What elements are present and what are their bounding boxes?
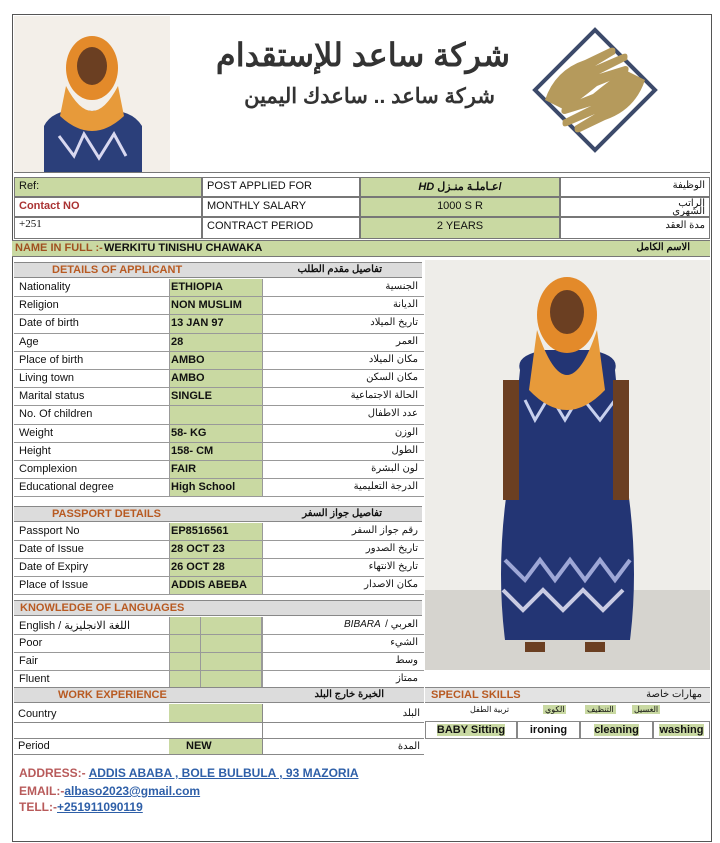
skill-ar-item: تربية الطفل xyxy=(470,705,510,714)
passport-row-label: Place of Issue xyxy=(19,579,89,591)
passport-row-value: 26 OCT 28 xyxy=(171,561,225,573)
detail-row-value: AMBO xyxy=(171,353,205,366)
detail-row-ar: الطول xyxy=(391,444,418,456)
passport-row-ar: مكان الاصدار xyxy=(364,579,418,590)
detail-row-value: NON MUSLIM xyxy=(171,299,242,312)
tell-line xyxy=(19,800,143,814)
salary-label-ar-1: الراتب xyxy=(678,198,705,209)
detail-row-label: Place of birth xyxy=(19,353,84,366)
work-country-ar: البلد xyxy=(402,708,420,719)
company-name: شركة ساعد للإستقدام xyxy=(215,37,510,73)
languages-title: KNOWLEDGE OF LANGUAGES xyxy=(20,602,185,614)
salary-label: MONTHLY SALARY xyxy=(207,200,307,212)
detail-row-label: Age xyxy=(19,335,39,348)
detail-row-value: 28 xyxy=(171,335,184,348)
detail-row xyxy=(14,425,424,443)
detail-row-ar: الوزن xyxy=(394,426,418,438)
work-period-value: NEW xyxy=(186,740,212,752)
post-label: POST APPLIED FOR xyxy=(207,180,312,192)
contract-label-ar: مدة العقد xyxy=(665,220,705,231)
hands-logo-icon xyxy=(525,20,665,160)
detail-row-label: Complexion xyxy=(19,463,78,475)
detail-row-label: Religion xyxy=(19,299,59,312)
detail-row xyxy=(14,370,424,388)
detail-row-value: High School xyxy=(171,481,236,494)
name-label-ar: الاسم الكامل xyxy=(636,242,690,253)
contact-value: +251 xyxy=(19,218,42,230)
address-value[interactable]: ADDIS ABABA , BOLE BULBULA , 93 MAZORIA xyxy=(88,766,359,780)
language-row-label: English / اللغة الانجليزية xyxy=(19,620,131,632)
applicant-photo-small xyxy=(14,16,170,172)
detail-row xyxy=(14,461,424,479)
skill-ar-item: الغسيل xyxy=(634,705,659,714)
detail-row-value: 13 JAN 97 xyxy=(171,317,224,330)
language-row xyxy=(14,635,424,653)
work-title-ar: الخبرة خارج البلد xyxy=(314,689,384,700)
detail-row-label: Date of birth xyxy=(19,317,79,330)
passport-row-ar: تاريخ الانتهاء xyxy=(368,561,418,572)
email-link[interactable]: albaso2023@gmail.com xyxy=(64,784,201,798)
detail-row xyxy=(14,315,424,333)
applicant-photo-icon xyxy=(14,16,170,172)
contract-value-cell xyxy=(360,217,560,239)
skill-label: washing xyxy=(659,724,704,736)
name-row xyxy=(12,240,710,257)
passport-row-label: Passport No xyxy=(19,525,80,537)
passport-row xyxy=(14,559,424,577)
detail-row xyxy=(14,388,424,406)
passport-row-value: ADDIS ABEBA xyxy=(171,579,247,591)
language-row-label: Fair xyxy=(19,655,38,667)
passport-row xyxy=(14,577,424,595)
post-label-cell xyxy=(202,177,360,197)
tell-label: TELL:- xyxy=(19,800,57,814)
skill-label: ironing xyxy=(529,724,568,736)
detail-row-label: Marital status xyxy=(19,390,85,403)
language-row-extra: BIBARA xyxy=(344,619,381,630)
skills-title-ar: مهارات خاصة xyxy=(646,689,702,700)
detail-row-ar: الدرجة التعليمية xyxy=(353,481,418,493)
detail-row-label: Educational degree xyxy=(19,481,114,494)
tell-link[interactable]: +251911090119 xyxy=(57,800,143,814)
company-slogan: شركة ساعد .. ساعدك اليمين xyxy=(244,85,495,108)
name-label: NAME IN FULL :- xyxy=(15,242,103,254)
passport-header xyxy=(14,506,422,522)
detail-row xyxy=(14,297,424,315)
passport-row-ar: رقم جواز السفر xyxy=(351,525,418,536)
post-label-ar: الوظيفة xyxy=(672,180,705,191)
passport-title-ar: تفاصيل جواز السفر xyxy=(302,508,382,519)
language-row-ar: الشيء xyxy=(390,637,418,648)
skill-ar-item: التنظيف xyxy=(587,705,614,714)
detail-row-ar: العمر xyxy=(396,335,418,347)
name-value: WERKITU TINISHU CHAWAKA xyxy=(104,242,263,254)
work-header xyxy=(14,687,424,703)
detail-row xyxy=(14,443,424,461)
email-label: EMAIL:- xyxy=(19,784,65,798)
skill-cell xyxy=(580,721,653,739)
passport-row-value: EP8516561 xyxy=(171,525,229,537)
passport-row-label: Date of Expiry xyxy=(19,561,89,573)
detail-row-value: 158- CM xyxy=(171,444,214,457)
detail-row-ar: لون البشرة xyxy=(371,463,418,474)
detail-row-label: No. Of children xyxy=(19,408,93,421)
detail-row-ar: الديانة xyxy=(392,299,418,311)
work-period-label: Period xyxy=(18,740,50,752)
contact-label: Contact NO xyxy=(19,200,80,212)
work-country-label: Country xyxy=(18,708,57,720)
language-row-label: Fluent xyxy=(19,673,50,685)
detail-row-ar: الجنسية xyxy=(385,281,418,292)
detail-row-value: 58- KG xyxy=(171,426,207,439)
email-line xyxy=(19,784,200,798)
salary-value: 1000 S R xyxy=(437,200,483,212)
contract-label-cell xyxy=(202,217,360,239)
language-row-ar: وسط xyxy=(395,655,418,666)
detail-row-label: Height xyxy=(19,444,51,457)
language-row-ar: ممتاز xyxy=(395,673,418,684)
work-period-ar: المدة xyxy=(397,741,420,752)
salary-label-ar-2: الشهري xyxy=(672,206,705,217)
ref-cell xyxy=(14,177,202,197)
detail-row xyxy=(14,479,424,497)
contact-value-cell xyxy=(14,217,202,239)
skills-title: SPECIAL SKILLS xyxy=(431,689,521,701)
post-value-cell xyxy=(360,177,560,197)
salary-label-ar-cell xyxy=(560,197,710,217)
details-title-ar: تفاصيل مقدم الطلب xyxy=(297,264,382,275)
detail-row-ar: تاريخ الميلاد xyxy=(370,317,418,329)
passport-title: PASSPORT DETAILS xyxy=(52,508,161,520)
detail-row-ar: عدد الاطفال xyxy=(367,408,418,420)
contact-cell xyxy=(14,197,202,217)
address-label: ADDRESS:- xyxy=(19,766,86,780)
languages-header xyxy=(14,600,422,616)
detail-row xyxy=(14,279,424,297)
detail-row-ar: مكان السكن xyxy=(366,372,418,383)
detail-row-label: Weight xyxy=(19,426,54,439)
contract-label-ar-cell xyxy=(560,217,710,239)
passport-row-value: 28 OCT 23 xyxy=(171,543,225,555)
detail-row-ar: الحالة الاجتماعية xyxy=(350,390,418,402)
passport-row-ar: تاريخ الصدور xyxy=(365,543,418,554)
applicant-full-photo-icon xyxy=(425,260,710,670)
language-row-ar: العربي / xyxy=(385,619,418,630)
work-title: WORK EXPERIENCE xyxy=(58,689,167,701)
ref-label: Ref: xyxy=(19,180,40,192)
skill-cell xyxy=(653,721,710,739)
applicant-photo-large xyxy=(425,260,710,670)
skill-cell xyxy=(425,721,517,739)
language-row xyxy=(14,653,424,671)
address-line xyxy=(19,766,359,780)
contract-value: 2 YEARS xyxy=(436,220,484,232)
details-title: DETAILS OF APPLICANT xyxy=(52,264,183,276)
passport-row xyxy=(14,523,424,541)
skill-label: cleaning xyxy=(594,724,639,736)
detail-row xyxy=(14,406,424,424)
post-value-ar: عـاملـة منـزل/ xyxy=(437,181,502,193)
skill-ar-item: الكوي xyxy=(545,705,565,714)
passport-row xyxy=(14,541,424,559)
company-logo xyxy=(525,20,665,160)
detail-row-label: Nationality xyxy=(19,281,71,293)
post-value: HD xyxy=(418,181,435,193)
detail-row-label: Living town xyxy=(19,372,75,384)
detail-row-value: SINGLE xyxy=(171,390,212,403)
salary-label-cell xyxy=(202,197,360,217)
detail-row-value: ETHIOPIA xyxy=(171,281,223,293)
language-row-label: Poor xyxy=(19,637,43,649)
detail-row xyxy=(14,352,424,370)
language-row xyxy=(14,617,424,635)
skill-cell xyxy=(517,721,580,739)
salary-value-cell xyxy=(360,197,560,217)
skills-header xyxy=(425,687,710,703)
post-label-ar-cell xyxy=(560,177,710,197)
detail-row xyxy=(14,334,424,352)
skill-label: BABY Sitting xyxy=(436,724,506,736)
contract-label: CONTRACT PERIOD xyxy=(207,220,314,232)
detail-row-value: AMBO xyxy=(171,372,205,384)
passport-row-label: Date of Issue xyxy=(19,543,84,555)
detail-row-value: FAIR xyxy=(171,463,197,475)
detail-row-ar: مكان الميلاد xyxy=(368,353,418,365)
details-header xyxy=(14,262,422,278)
